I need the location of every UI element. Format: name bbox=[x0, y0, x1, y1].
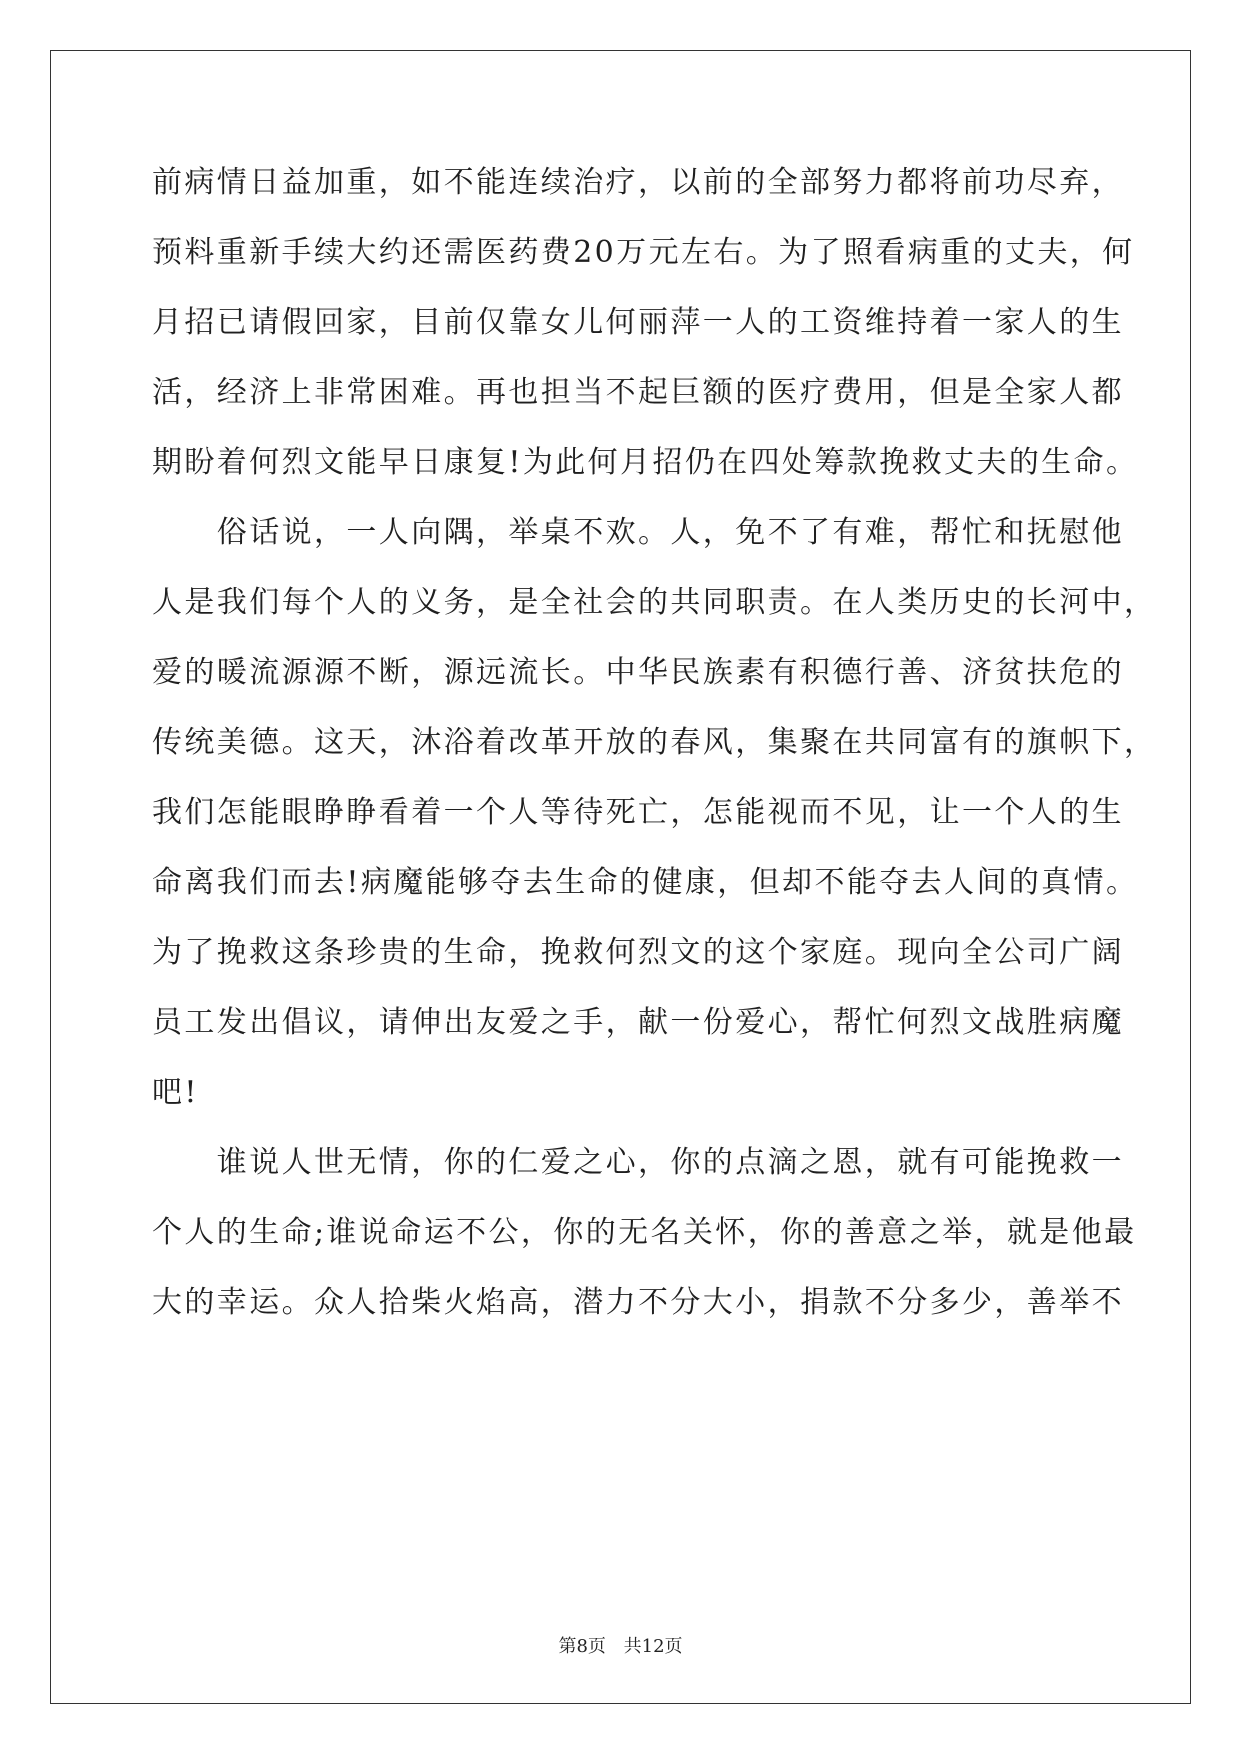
text-line: 预料重新手续大约还需医药费20万元左右。为了照看病重的丈夫，何 bbox=[152, 235, 1135, 270]
text-line: 为了挽救这条珍贵的生命，挽救何烈文的这个家庭。现向全公司广阔 bbox=[152, 935, 1124, 970]
text-line: 俗话说，一人向隅，举桌不欢。人，免不了有难，帮忙和抚慰他 bbox=[152, 515, 1124, 550]
page-number: 第8页 bbox=[558, 1636, 606, 1657]
text-line: 月招已请假回家，目前仅靠女儿何丽萍一人的工资维持着一家人的生 bbox=[152, 305, 1124, 340]
text-line: 我们怎能眼睁睁看着一个人等待死亡，怎能视而不见，让一个人的生 bbox=[152, 795, 1124, 830]
text-line: 吧! bbox=[152, 1075, 199, 1110]
text-line: 前病情日益加重，如不能连续治疗，以前的全部努力都将前功尽弃， bbox=[152, 165, 1124, 200]
text-line: 员工发出倡议，请伸出友爱之手，献一份爱心，帮忙何烈文战胜病魔 bbox=[152, 1005, 1124, 1040]
text-line: 人是我们每个人的义务，是全社会的共同职责。在人类历史的长河中， bbox=[152, 585, 1157, 620]
page-total: 共12页 bbox=[623, 1636, 683, 1657]
text-line: 大的幸运。众人拾柴火焰高，潜力不分大小，捐款不分多少，善举不 bbox=[152, 1285, 1124, 1320]
document-body bbox=[152, 148, 1157, 1338]
text-line: 活，经济上非常困难。再也担当不起巨额的医疗费用，但是全家人都 bbox=[152, 375, 1124, 410]
text-line: 期盼着何烈文能早日康复!为此何月招仍在四处筹款挽救丈夫的生命。 bbox=[152, 445, 1139, 480]
page-footer bbox=[0, 1632, 1241, 1658]
text-line: 命离我们而去!病魔能够夺去生命的健康，但却不能夺去人间的真情。 bbox=[152, 865, 1139, 900]
text-line: 爱的暖流源源不断，源远流长。中华民族素有积德行善、济贫扶危的 bbox=[152, 655, 1124, 690]
text-line: 个人的生命;谁说命运不公，你的无名关怀，你的善意之举，就是他最 bbox=[152, 1215, 1137, 1250]
text-line: 传统美德。这天，沐浴着改革开放的春风，集聚在共同富有的旗帜下， bbox=[152, 725, 1157, 760]
text-line: 谁说人世无情，你的仁爱之心，你的点滴之恩，就有可能挽救一 bbox=[152, 1145, 1124, 1180]
